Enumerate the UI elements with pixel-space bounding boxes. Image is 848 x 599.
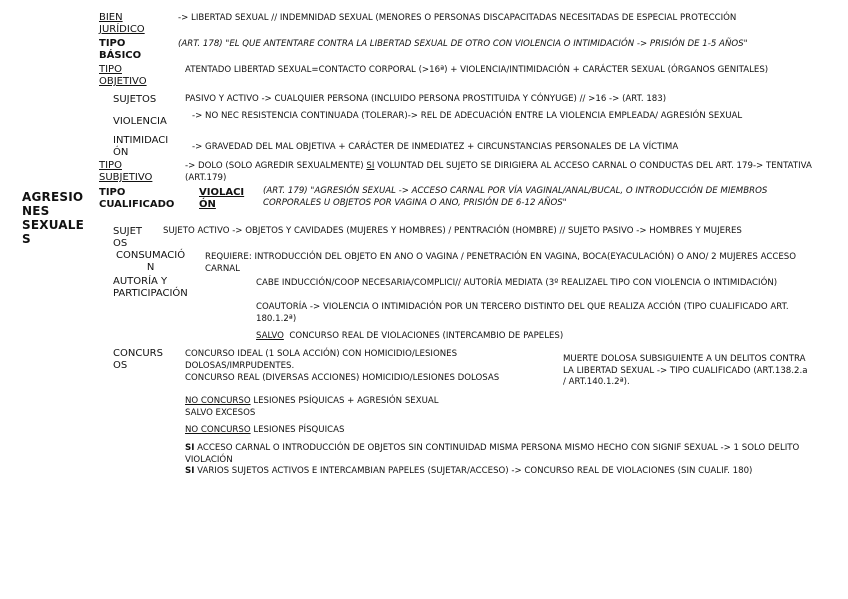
title-line: AGRESIO bbox=[22, 190, 84, 204]
tipo-basico-label: TIPO BÁSICO bbox=[99, 38, 142, 61]
sujetos-violacion-text: SUJETO ACTIVO -> OBJETOS Y CAVIDADES (MUJERES Y HOMBRES) / PENTRACIÓN (HOMBRE) // SUJETO PASIVO -> HOMBRES Y MUJERES bbox=[163, 226, 742, 236]
violencia-text: -> NO NEC RESISTENCIA CONTINUADA (TOLERAR)-> REL DE ADECUACIÓN ENTRE LA VIOLENCIA EMPLEADA/ AGRESIÓN SEXUAL bbox=[192, 111, 743, 121]
title-line: S bbox=[22, 232, 31, 246]
tipo-cualificado-text: (ART. 179) "AGRESIÓN SEXUAL -> ACCESO CARNAL POR VÍA VAGINAL/ANAL/BUCAL, O INTRODUCCIÓN DE MIEMBROS CORPORALES U OBJETOS POR VAGINA O ANO, PRISIÓN DE 6-12 AÑOS" bbox=[263, 186, 768, 208]
tipo-subjetivo-text: -> DOLO (SOLO AGREDIR SEXUALMENTE) SI VOLUNTAD DEL SUJETO SE DIRIGIERA AL ACCESO CARNAL O CONDUCTAS DEL ART. 179-> TENTATIVA (ART.179) bbox=[185, 161, 812, 183]
bien-juridico-text: -> LIBERTAD SEXUAL // INDEMNIDAD SEXUAL (MENORES O PERSONAS DISCAPACITADAS NECESITADAS DE ESPECIAL PROTECCIÓN bbox=[178, 13, 737, 23]
concurso-real-text: CONCURSO REAL (DIVERSAS ACCIONES) HOMICIDIO/LESIONES DOLOSAS bbox=[185, 373, 500, 383]
autoria-label: AUTORÍA Y PARTICIPACIÓN bbox=[113, 276, 188, 299]
muerte-dolosa-text: MUERTE DOLOSA SUBSIGUIENTE A UN DELITOS CONTRA LA LIBERTAD SEXUAL -> TIPO CUALIFICADO (ART.138.2.a / ART.140.1.2ª). bbox=[563, 354, 808, 387]
tipo-objetivo-label: TIPO OBJETIVO bbox=[99, 64, 147, 87]
sujetos-violacion-label: SUJET OS bbox=[113, 226, 143, 249]
no-concurso-1: NO CONCURSO LESIONES PSÍQUICAS + AGRESIÓN SEXUAL bbox=[185, 396, 439, 406]
tipo-objetivo-text: ATENTADO LIBERTAD SEXUAL=CONTACTO CORPORAL (>16ª) + VIOLENCIA/INTIMIDACIÓN + CARÁCTER SEXUAL (ÓRGANOS GENITALES) bbox=[185, 65, 769, 75]
autoria-line-2: COAUTORÍA -> VIOLENCIA O INTIMIDACIÓN POR UN TERCERO DISTINTO DEL QUE REALIZA ACCIÓN (TIPO CUALIFICADO ART. 180.1.2ª) bbox=[256, 302, 789, 324]
tipo-cualificado-label: TIPO CUALIFICADO bbox=[99, 187, 175, 210]
si-varios-sujetos: SI VARIOS SUJETOS ACTIVOS E INTERCAMBIAN PAPELES (SUJETAR/ACCESO) -> CONCURSO REAL DE VIOLACIONES (SIN CUALIF. 180) bbox=[185, 466, 753, 476]
sujetos-label: SUJETOS bbox=[113, 94, 157, 105]
bien-juridico-label: BIEN JURÍDICO bbox=[99, 12, 145, 35]
tipo-basico-text: (ART. 178) "EL QUE ANTENTARE CONTRA LA LIBERTAD SEXUAL DE OTRO CON VIOLENCIA O INTIMIDACIÓN -> PRISIÓN DE 1-5 AÑOS" bbox=[178, 39, 748, 49]
si-keyword: SI bbox=[366, 161, 375, 171]
autoria-line-1: CABE INDUCCIÓN/COOP NECESARIA/COMPLICI// AUTORÍA MEDIATA (3º REALIZAEL TIPO CON VIOLENCIA O INTIMIDACIÓN) bbox=[256, 278, 778, 288]
concurso-ideal-text: CONCURSO IDEAL (1 SOLA ACCIÓN) CON HOMICIDIO/LESIONES DOLOSAS/IMRPUDENTES. bbox=[185, 349, 458, 371]
concursos-label: CONCURS OS bbox=[113, 348, 163, 371]
salvo-keyword: SALVO bbox=[256, 331, 284, 341]
consumacion-label: CONSUMACIÓ N bbox=[116, 250, 186, 273]
page-title bbox=[22, 190, 92, 246]
violencia-label: VIOLENCIA bbox=[113, 116, 167, 127]
title-line: SEXUALE bbox=[22, 218, 84, 232]
violacion-label: VIOLACI ÓN bbox=[199, 187, 245, 210]
sujetos-text: PASIVO Y ACTIVO -> CUALQUIER PERSONA (INCLUIDO PERSONA PROSTITUIDA Y CÓNYUGE) // >16 -> (ART. 183) bbox=[185, 94, 667, 104]
si-acceso-carnal: SI ACCESO CARNAL O INTRODUCCIÓN DE OBJETOS SIN CONTINUIDAD MISMA PERSONA MISMO HECHO CON SIGNIF SEXUAL -> 1 SOLO DELITO VIOLACIÓN bbox=[185, 443, 800, 465]
intimidacion-label: INTIMIDACI ÓN bbox=[113, 135, 169, 158]
salvo-excesos-text: SALVO EXCESOS bbox=[185, 408, 256, 418]
autoria-line-3: SALVO CONCURSO REAL DE VIOLACIONES (INTERCAMBIO DE PAPELES) bbox=[256, 331, 564, 341]
tipo-subjetivo-label: TIPO SUBJETIVO bbox=[99, 160, 153, 183]
intimidacion-text: -> GRAVEDAD DEL MAL OBJETIVA + CARÁCTER DE INMEDIATEZ + CIRCUNSTANCIAS PERSONALES DE LA VÍCTIMA bbox=[192, 142, 679, 152]
title-line: NES bbox=[22, 204, 50, 218]
no-concurso-2: NO CONCURSO LESIONES PÍSQUICAS bbox=[185, 425, 345, 435]
consumacion-text: REQUIERE: INTRODUCCIÓN DEL OBJETO EN ANO O VAGINA / PENETRACIÓN EN VAGINA, BOCA(EYACULACIÓN) O ANO/ 2 MUJERES ACCESO CARNAL bbox=[205, 252, 796, 274]
